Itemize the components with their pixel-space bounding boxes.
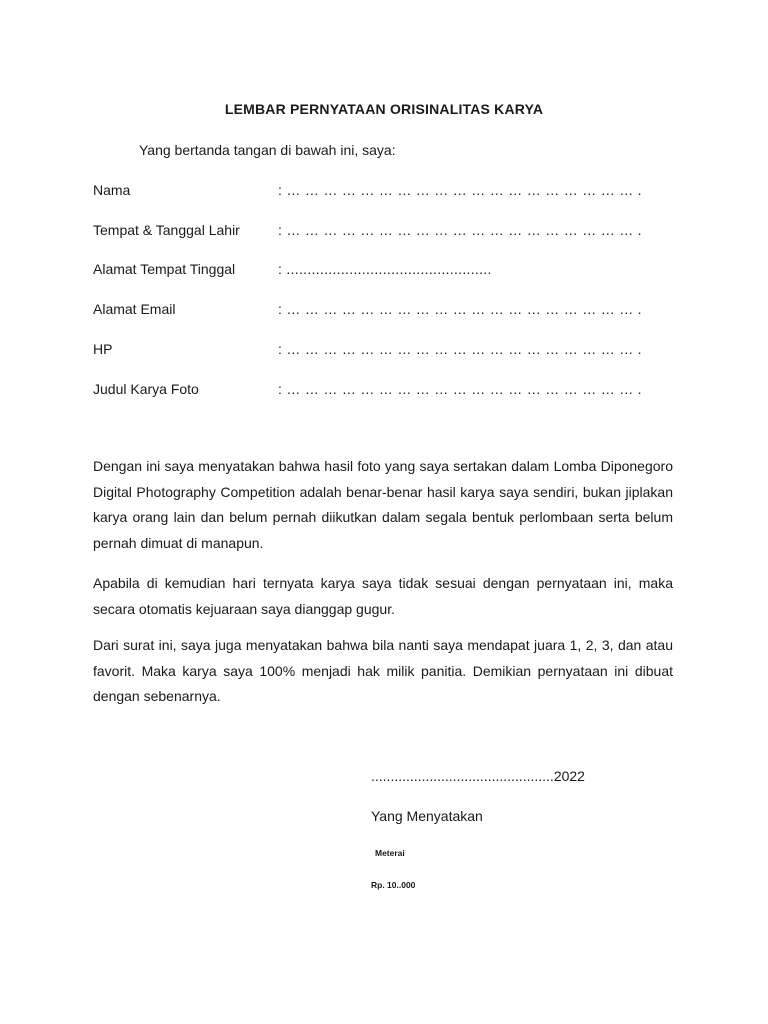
field-hp — [93, 341, 653, 361]
intro-text: Yang bertanda tangan di bawah ini, saya: — [139, 142, 396, 158]
document-title: LEMBAR PERNYATAAN ORISINALITAS KARYA — [224, 101, 544, 117]
stamp-label: Meterai — [375, 848, 405, 858]
field-label-alamat: Alamat Tempat Tinggal — [93, 261, 236, 277]
field-label-nama: Nama — [93, 182, 131, 198]
signature-date-line: ...............................................2022 — [371, 768, 585, 784]
field-ttl — [93, 222, 653, 242]
field-value-alamat: : ................................................. — [278, 261, 492, 277]
field-value-email: : … … … … … … … … … … … … … … … … … … … . — [278, 301, 642, 317]
field-label-ttl: Tempat & Tanggal Lahir — [93, 222, 240, 238]
field-label-hp: HP — [93, 341, 113, 357]
ownership-paragraph: Dari surat ini, saya juga menyatakan bahwa bila nanti saya mendapat juara 1, 2, 3, dan atau favorit. Maka karya saya 100% menjadi hak milik panitia. Demikian pernyataan ini dibuat dengan sebenarnya. — [93, 637, 673, 704]
field-value-ttl: : … … … … … … … … … … … … … … … … … … … . — [278, 222, 642, 238]
field-label-judul: Judul Karya Foto — [93, 381, 199, 397]
field-email — [93, 301, 653, 321]
field-value-judul: : … … … … … … … … … … … … … … … … … … … . — [278, 381, 642, 397]
field-value-nama: : … … … … … … … … … … … … … … … … … … … . — [278, 182, 642, 198]
field-judul — [93, 381, 653, 401]
field-alamat — [93, 261, 653, 281]
statement-paragraph: Dengan ini saya menyatakan bahwa hasil foto yang saya sertakan dalam Lomba Diponegoro Digital Photography Competition adalah benar-benar hasil karya saya sendiri, bukan jiplakan karya orang lain dan belum pernah diikutkan dalam segala bentuk perlombaan serta belum pernah dimuat di manapun. — [93, 458, 673, 551]
stamp-value: Rp. 10..000 — [371, 880, 416, 890]
disqualification-paragraph: Apabila di kemudian hari ternyata karya saya tidak sesuai dengan pernyataan ini, maka secara otomatis kejuaraan saya dianggap gugur. — [93, 575, 673, 617]
declarant-label: Yang Menyatakan — [371, 808, 483, 824]
field-nama — [93, 182, 653, 202]
field-value-hp: : … … … … … … … … … … … … … … … … … … … . — [278, 341, 642, 357]
field-label-email: Alamat Email — [93, 301, 176, 317]
